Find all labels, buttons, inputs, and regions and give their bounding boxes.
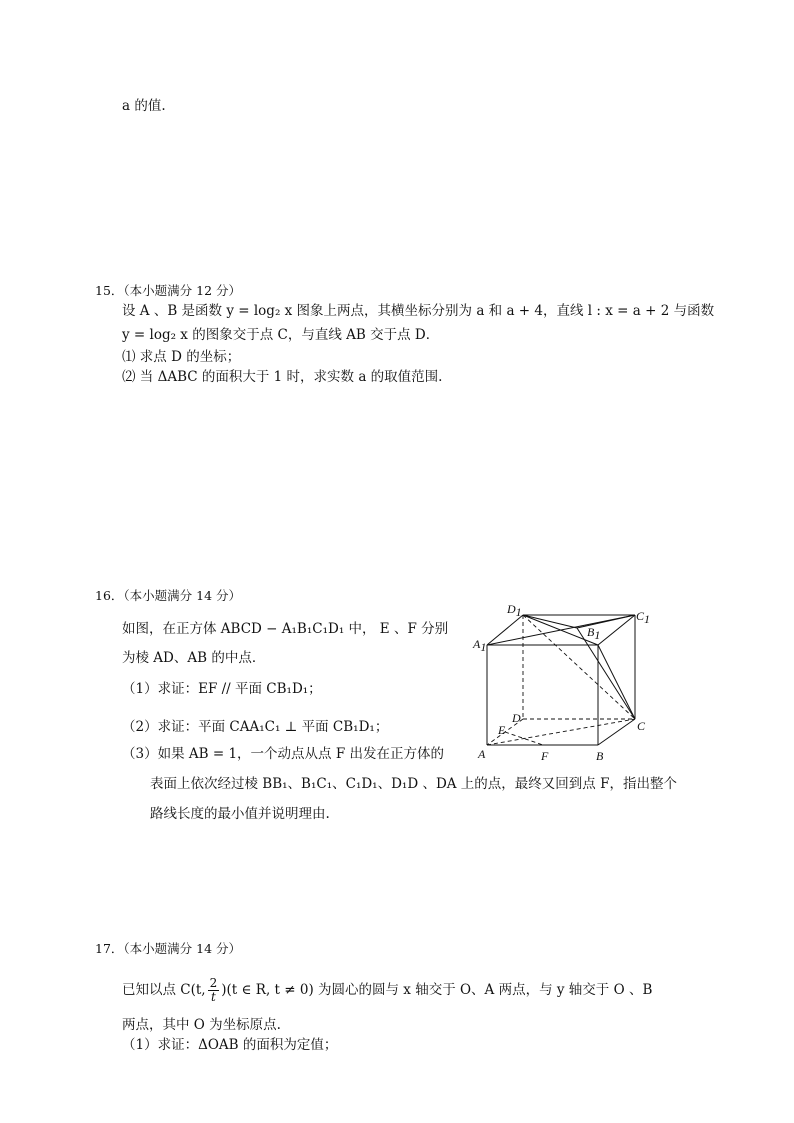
intro-tail: a 的值. — [122, 98, 166, 114]
label-B1: B1 — [587, 625, 601, 642]
q16-part1: （1）求证：EF // 平面 CB₁D₁； — [122, 681, 322, 697]
label-F: F — [541, 749, 549, 763]
q16-part3b: 表面上依次经过棱 BB₁、B₁C₁、C₁D₁、D₁D 、DA 上的点，最终又回到点 F，指出整个 — [150, 776, 677, 792]
label-C: C — [637, 719, 646, 733]
q17-line2: 两点，其中 O 为坐标原点. — [122, 1017, 281, 1033]
q17-line1-end: )(t ∈ R, t ≠ 0) 为圆心的圆与 x 轴交于 O、A 两点，与 y 轴交于 O 、B — [221, 982, 653, 998]
label-C1: C1 — [636, 609, 651, 626]
label-D: D — [512, 711, 521, 725]
q16-line2: 为棱 AD、AB 的中点． — [122, 650, 266, 666]
label-D1: D1 — [507, 602, 522, 619]
cube-figure — [465, 600, 655, 765]
q16-part3a: （3）如果 AB = 1，一个动点从点 F 出发在正方体的 — [122, 746, 444, 762]
q15-part1: ⑴ 求点 D 的坐标； — [122, 349, 241, 365]
label-B: B — [596, 749, 604, 763]
q16-part3c: 路线长度的最小值并说明理由. — [150, 806, 330, 822]
q17-header: 17．（本小题满分 14 分） — [95, 941, 242, 956]
q17-fraction — [208, 977, 220, 1004]
q15-line1: 设 A 、B 是函数 y = log₂ x 图象上两点，其横坐标分别为 a 和 a + 4，直线 l : x = a + 2 与函数 — [122, 303, 715, 319]
label-E: E — [498, 723, 506, 737]
q17-frac-den: t — [211, 990, 216, 1004]
q15-line2: y = log₂ x 的图象交于点 C，与直线 AB 交于点 D． — [122, 327, 440, 343]
q16-header: 16．（本小题满分 14 分） — [95, 588, 242, 603]
label-A: A — [478, 747, 486, 761]
q17-line1 — [122, 977, 652, 1004]
q15-part2: ⑵ 当 ΔABC 的面积大于 1 时，求实数 a 的取值范围. — [122, 369, 443, 385]
q16-line1: 如图，在正方体 ABCD − A₁B₁C₁D₁ 中， E 、F 分别 — [122, 621, 449, 637]
q15-header: 15．（本小题满分 12 分） — [95, 283, 242, 298]
q17-part1: （1）求证：ΔOAB 的面积为定值； — [122, 1037, 338, 1053]
q17-frac-num: 2 — [209, 976, 218, 990]
q16-part2: （2）求证：平面 CAA₁C₁ ⊥ 平面 CB₁D₁； — [122, 719, 389, 735]
label-A1: A1 — [473, 637, 487, 654]
q17-line1-start: 已知以点 C(t, — [122, 982, 206, 998]
